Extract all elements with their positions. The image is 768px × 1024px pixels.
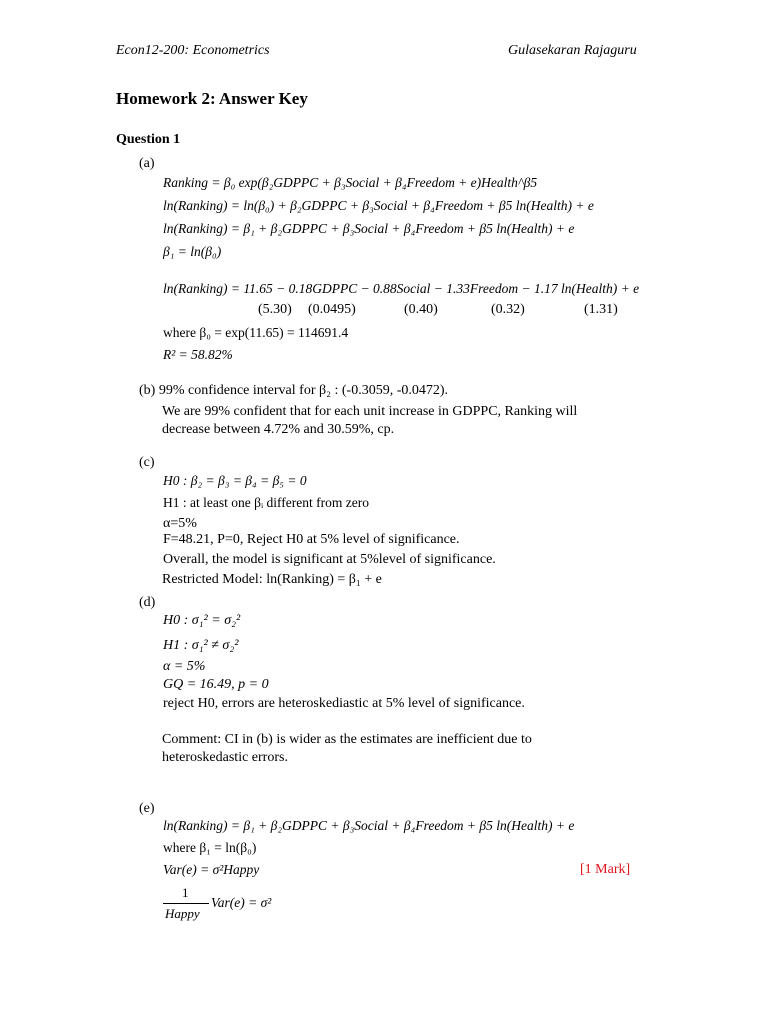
page-title: Homework 2: Answer Key [116,89,308,108]
std-error: (0.40) [404,302,438,317]
std-error: (1.31) [584,302,618,317]
std-error: (0.32) [491,302,525,317]
part-d-comment-2: heteroskedastic errors. [162,750,288,765]
part-c-h0: H0 : β₂ = β₃ = β₄ = β₅ = 0 [163,473,307,488]
part-d-gq-statistic: GQ = 16.49, p = 0 [163,677,269,692]
part-d-alpha: α = 5% [163,659,206,674]
fraction-numerator: 1 [182,885,189,900]
part-e-equation: ln(Ranking) = β₁ + β₂GDPPC + β₃Social + β₄Freedom + β5 ln(Health) + e [163,818,575,833]
part-e-where: where β₁ = ln(β₀) [163,840,257,855]
part-c-h1: H1 : at least one βᵢ different from zero [163,495,370,510]
part-e-weighted-variance: Var(e) = σ² [211,895,272,910]
std-error: (5.30) [258,302,292,317]
log-equation: ln(Ranking) = ln(β₀) + β₂GDPPC + β₃Social + β₄Freedom + β5 ln(Health) + e [163,198,594,213]
model-equation: Ranking = β₀ exp(β₂GDPPC + β₃Social + β₄Freedom + e)Health^β5 [163,175,538,190]
part-c-label: (c) [139,455,155,470]
reparam-equation: ln(Ranking) = β₁ + β₂GDPPC + β₃Social + β₄Freedom + β5 ln(Health) + e [163,221,575,236]
part-c-restricted-model: Restricted Model: ln(Ranking) = β₁ + e [162,572,382,587]
part-d-h1: H1 : σ₁² ≠ σ₂² [163,638,239,653]
part-a-label: (a) [139,156,155,171]
fraction [163,884,209,924]
part-b-ci: (b) 99% confidence interval for β₂ : (-0.3059, -0.0472). [139,383,449,398]
mark-annotation: [1 Mark] [580,862,631,877]
part-d-label: (d) [139,595,156,610]
course-header: Econ12-200: Econometrics [116,43,270,58]
part-e-variance: Var(e) = σ²Happy [163,862,260,877]
beta1-definition: β₁ = ln(β₀) [163,244,222,259]
part-b-interpretation-1: We are 99% confident that for each unit increase in GDPPC, Ranking will [162,404,578,419]
author-header: Gulasekaran Rajaguru [508,43,637,58]
part-c-alpha: α=5% [163,516,197,531]
fraction-denominator: Happy [165,906,200,921]
beta0-value: where β₀ = exp(11.65) = 114691.4 [163,325,349,340]
fraction-bar [163,903,209,904]
std-error: (0.0495) [308,302,356,317]
r-squared: R² = 58.82% [163,347,233,362]
question-heading: Question 1 [116,132,181,147]
part-d-conclusion: reject H0, errors are heteroskediastic at 5% level of significance. [163,696,525,711]
part-c-f-statistic: F=48.21, P=0, Reject H0 at 5% level of significance. [163,532,460,547]
part-d-comment-1: Comment: CI in (b) is wider as the estimates are inefficient due to [162,732,532,747]
part-d-h0: H0 : σ₁² = σ₂² [163,613,241,628]
part-c-conclusion: Overall, the model is significant at 5%level of significance. [163,552,496,567]
estimated-equation: ln(Ranking) = 11.65 − 0.18GDPPC − 0.88Social − 1.33Freedom − 1.17 ln(Health) + e [163,281,640,296]
part-e-label: (e) [139,801,155,816]
part-b-interpretation-2: decrease between 4.72% and 30.59%, cp. [162,422,395,437]
